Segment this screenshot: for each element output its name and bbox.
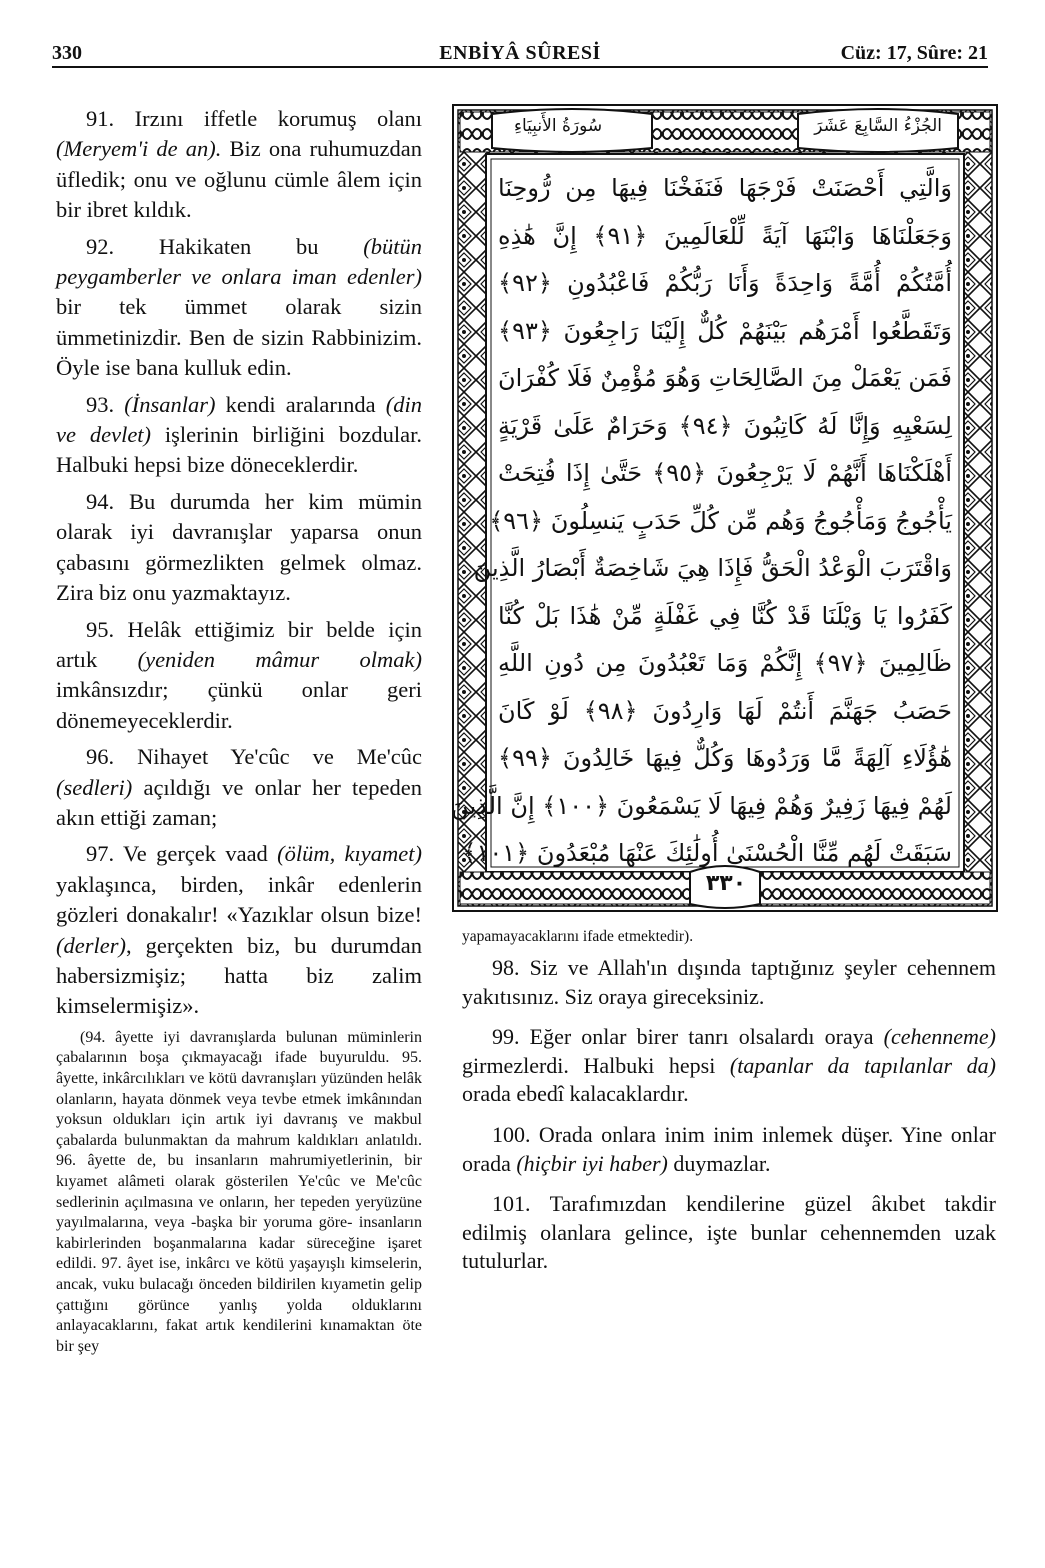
- verse-text: Tarafımızdan kendilerine güzel âkıbet takdir edilmiş olanlara gelince, işte bunlar cehennemden uzak tutulurlar.: [462, 1191, 996, 1274]
- arabic-line: لِسَعْيِهِ وَإِنَّا لَهُ كَاتِبُونَ ﴿٩٤﴾ وَحَرَامٌ عَلَىٰ قَرْيَةٍ: [498, 411, 952, 440]
- verse-number: 91.: [86, 106, 135, 131]
- verse-paragraph: [462, 1190, 996, 1276]
- arabic-line: كَفَرُوا يَا وَيْلَنَا قَدْ كُنَّا فِي غَفْلَةٍ مِّنْ هَٰذَا بَلْ كُنَّا: [498, 601, 952, 630]
- arabic-line: هَٰؤُلَاءِ آلِهَةً مَّا وَرَدُوهَا وَكُلٌّ فِيهَا خَالِدُونَ ﴿٩٩﴾: [498, 744, 952, 772]
- verse-text: Hakikaten bu (bütün peygamberler ve onlara iman edenler) bir tek ümmet olarak sizin ümmetinizdir. Ben de sizin Rabbinizim. Öyle ise bana kulluk edin.: [56, 233, 422, 381]
- verse-number: 99.: [492, 1024, 530, 1050]
- arabic-line: أُمَّتُكُمْ أُمَّةً وَاحِدَةً وَأَنَا رَبُّكُمْ فَاعْبُدُونِ ﴿٩٢﴾: [498, 269, 952, 297]
- verse-paragraph: [56, 839, 422, 1021]
- right-column: [462, 928, 996, 1288]
- verse-number: 94.: [86, 488, 129, 514]
- verse-number: 97.: [86, 841, 124, 867]
- mushaf-surah-label: سُورَةُ الأَنبِيَاءِ: [514, 116, 603, 136]
- verse-paragraph: [56, 390, 422, 481]
- verse-paragraph: [56, 742, 422, 833]
- arabic-line: وَالَّتِي أَحْصَنَتْ فَرْجَهَا فَنَفَخْنَا فِيهَا مِن رُّوحِنَا: [498, 174, 952, 202]
- page-header: [52, 38, 988, 68]
- verse-number: 93.: [86, 391, 125, 417]
- juz-info: Cüz: 17, Sûre: 21: [840, 42, 988, 64]
- verse-paragraph: [462, 1023, 996, 1109]
- verse-number: 92.: [86, 233, 159, 259]
- mushaf-page: [452, 104, 998, 912]
- verse-text: Orada onlara inim inim inlemek düşer. Yine onlar orada (hiçbir iyi haber) duymazlar.: [462, 1121, 996, 1176]
- left-column: [56, 104, 422, 1357]
- verse-text: Ve gerçek vaad (ölüm, kıyamet) yaklaşınca, birden, inkâr edenlerin gözleri donakalır! «Yazıklar olsun bize! (derler), gerçekten biz, bu durumdan habersizmişiz; hatta biz zalim kimselermişiz».: [56, 841, 423, 1019]
- verse-text: Nihayet Ye'cûc ve Me'cûc (sedleri) açıldığı ve onlar her tepeden akın ettiği zaman;: [56, 744, 423, 830]
- arabic-line: وَتَقَطَّعُوا أَمْرَهُم بَيْنَهُمْ كُلٌّ إِلَيْنَا رَاجِعُونَ ﴿٩٣﴾: [498, 316, 952, 345]
- surah-title: ENBİYÂ SÛRESİ: [439, 42, 601, 64]
- arabic-line: وَجَعَلْنَاهَا وَابْنَهَا آيَةً لِّلْعَالَمِينَ ﴿٩١﴾ إِنَّ هَٰذِهِ: [498, 221, 952, 250]
- verse-paragraph: [56, 615, 422, 737]
- verse-number: 101.: [492, 1191, 550, 1217]
- verse-number: 95.: [86, 616, 128, 642]
- mushaf-juz-label: الجُزْءُ السَّابِعَ عَشَرَ: [814, 116, 942, 136]
- footnote: (94. âyette iyi davranışlarda bulunan müminlerin çabalarının boşa çıkmayacağı ifade buyuruldu. 95. âyette, inkârcılıkları ve kötü davranışları yüzünden helâk olanların, hayata dönmek veya tevbe etmek imkânından yoksun oldukları için artık iyi davranış ve makbul çabalarda bulunmaktan da mahrum kaldıkları anlatıldı. 96. âyette de, bu insanların mahrumiyetlerinin, bir kıyamet alâmeti olarak gösterilen Ye'cûc ve Me'cûc sedlerinin açılmasına ve onların, her tepeden yeryüzüne yayılmalarına, veya -başka bir yoruma göre- insanların kabirlerinden boşanmalarına kadar süreceğine işaret edildi. 97. âyet ise, inkârcı ve kötü yaşayışlı kimselerin, ancak, vuku bulacağı önceden bildirilen kıyametin gelip çattığını görünce yanlış yolda olduklarını anlayacaklarını, fakat artık kendilerini kınamaktan öte bir şey: [56, 1028, 422, 1355]
- verse-text: Siz ve Allah'ın dışında taptığınız şeyler cehennem yakıtısınız. Siz oraya gireceksiniz.: [462, 955, 996, 1009]
- verse-paragraph: [462, 1121, 996, 1178]
- right-verse-list: [462, 954, 996, 1276]
- header-rule: [52, 66, 988, 68]
- verse-text: Bu durumda her kim mümin olarak iyi davranışlar yaparsa onun çabasını görmezlikten gelmek olmaz. Zira biz onu yazmaktayız.: [56, 488, 422, 606]
- verse-number: 100.: [492, 1121, 539, 1147]
- page-number: 330: [52, 42, 82, 64]
- arabic-line: سَبَقَتْ لَهُم مِّنَّا الْحُسْنَىٰ أُولَٰئِكَ عَنْهَا مُبْعَدُونَ ﴿١٠١﴾: [462, 839, 952, 867]
- left-verse-list: [56, 104, 422, 1022]
- verse-number: 98.: [492, 955, 530, 980]
- verse-paragraph: [56, 232, 422, 384]
- verse-text: Irzını iffetle korumuş olanı (Meryem'i de an). Biz ona ruhumuzdan üfledik; onu ve oğlunu cümle âlem için bir ibret kıldık.: [56, 106, 422, 223]
- verse-paragraph: [56, 104, 422, 226]
- verse-number: 96.: [86, 744, 138, 770]
- arabic-line: فَمَن يَعْمَلْ مِنَ الصَّالِحَاتِ وَهُوَ مُؤْمِنٌ فَلَا كُفْرَانَ: [498, 364, 952, 392]
- arabic-line: يَأْجُوجُ وَمَأْجُوجُ وَهُم مِّن كُلِّ حَدَبٍ يَنسِلُونَ ﴿٩٦﴾: [489, 506, 952, 535]
- footnote-continuation: yapamayacaklarını ifade etmektedir).: [462, 928, 694, 945]
- mushaf-page-number: ٣٣٠: [700, 871, 752, 901]
- verse-paragraph: [56, 487, 422, 609]
- arabic-line: وَاقْتَرَبَ الْوَعْدُ الْحَقُّ فَإِذَا هِيَ شَاخِصَةٌ أَبْصَارُ الَّذِينَ: [473, 554, 952, 582]
- arabic-text-block: [451, 164, 953, 904]
- arabic-line: ظَالِمِينَ ﴿٩٧﴾ إِنَّكُمْ وَمَا تَعْبُدُونَ مِن دُونِ اللَّهِ: [498, 649, 952, 677]
- arabic-line: لَهُمْ فِيهَا زَفِيرٌ وَهُمْ فِيهَا لَا يَسْمَعُونَ ﴿١٠٠﴾ إِنَّ الَّذِينَ: [451, 791, 952, 820]
- verse-text: Eğer onlar birer tanrı olsalardı oraya (cehenneme) girmezlerdi. Halbuki hepsi (tapanlar da tapılanlar da) orada ebedî kalacaklardır.: [462, 1024, 997, 1107]
- arabic-line: أَهْلَكْنَاهَا أَنَّهُمْ لَا يَرْجِعُونَ ﴿٩٥﴾ حَتَّىٰ إِذَا فُتِحَتْ: [498, 459, 953, 487]
- verse-text: (İnsanlar) kendi aralarında (din ve devlet) işlerinin birliğini bozdular. Halbuki hepsi bize döneceklerdir.: [56, 391, 423, 478]
- verse-paragraph: [462, 954, 996, 1011]
- verse-text: Helâk ettiğimiz bir belde için artık (yeniden mâmur olmak) imkânsızdır; çünkü onlar geri dönemeyeceklerdir.: [56, 616, 422, 733]
- arabic-line: حَصَبُ جَهَنَّمَ أَنتُمْ لَهَا وَارِدُونَ ﴿٩٨﴾ لَوْ كَانَ: [498, 696, 952, 725]
